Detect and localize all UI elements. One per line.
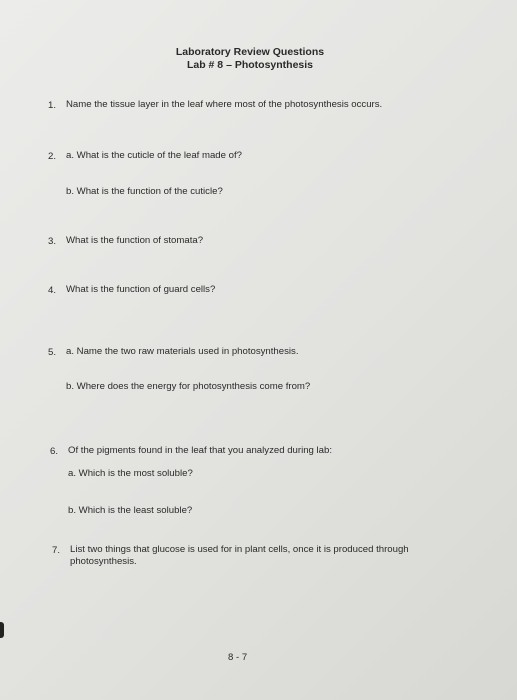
question-number: 2. [48, 151, 57, 162]
page-title: Laboratory Review Questions [175, 46, 325, 58]
page-subtitle: Lab # 8 – Photosynthesis [186, 59, 314, 71]
question-text: a. Which is the most soluble? [68, 468, 193, 479]
question-text: a. What is the cuticle of the leaf made of? [66, 150, 242, 161]
question-text: b. Which is the least soluble? [68, 505, 193, 516]
question-text: b. Where does the energy for photosynthesis come from? [66, 381, 311, 392]
question-text: What is the function of guard cells? [66, 284, 216, 295]
page-number: 8 - 7 [228, 652, 248, 663]
question-number: 5. [48, 347, 57, 358]
question-number: 4. [48, 285, 57, 296]
question-text: List two things that glucose is used for in plant cells, once it is produced through [70, 544, 409, 555]
question-text: Of the pigments found in the leaf that you analyzed during lab: [68, 445, 333, 456]
question-number: 6. [50, 446, 59, 457]
binder-clip-edge [0, 622, 4, 638]
question-text-continued: photosynthesis. [70, 556, 137, 567]
question-text: Name the tissue layer in the leaf where most of the photosynthesis occurs. [66, 99, 383, 110]
question-number: 1. [48, 100, 57, 111]
question-number: 3. [48, 236, 57, 247]
question-text: What is the function of stomata? [66, 235, 204, 246]
question-text: a. Name the two raw materials used in photosynthesis. [66, 346, 299, 357]
question-number: 7. [52, 545, 61, 556]
question-text: b. What is the function of the cuticle? [66, 186, 223, 197]
